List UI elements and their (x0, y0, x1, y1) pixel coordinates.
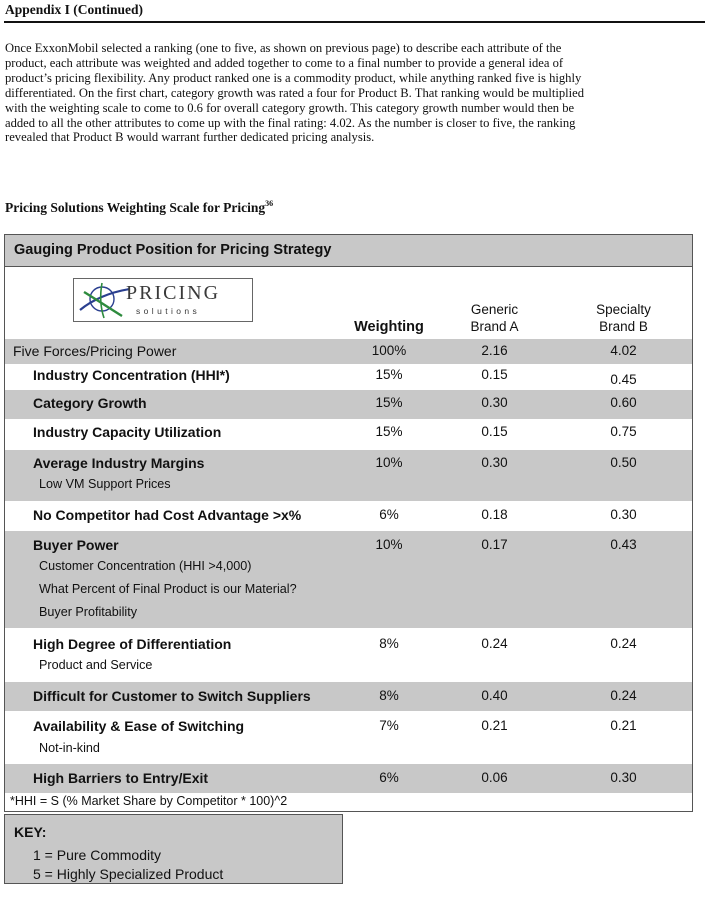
intro-line: product, each attribute was weighted and added together to come to a final number to provide a general idea of (5, 55, 564, 70)
row-label: High Barriers to Entry/Exit (33, 770, 209, 786)
weighting-value: 6% (379, 770, 399, 785)
generic-value: 0.18 (481, 507, 508, 522)
generic-value: 0.30 (481, 395, 508, 410)
specialty-value: 0.60 (610, 395, 637, 410)
row-sublabel: Product and Service (39, 658, 153, 672)
scale-title (5, 199, 273, 216)
heading-rule (4, 21, 705, 23)
specialty-value: 0.50 (610, 455, 637, 470)
generic-value: 0.15 (481, 367, 508, 382)
intro-line: differentiated. On the first chart, category growth was rated a four for Product B. That ranking would be multiplied (5, 85, 585, 100)
intro-line: product’s pricing flexibility. Any product ranked one is a commodity product, while anything ranked five is highly (5, 70, 582, 85)
generic-value: 0.21 (481, 718, 508, 733)
column-header-line: Specialty (596, 302, 651, 317)
row-label: No Competitor had Cost Advantage >x% (33, 507, 302, 523)
table-row (5, 364, 692, 390)
column-header-line: Brand B (599, 319, 648, 334)
weighting-value: 15% (375, 395, 403, 410)
row-label: Five Forces/Pricing Power (13, 343, 177, 359)
weighting-value: 15% (375, 367, 403, 382)
generic-value: 0.06 (481, 770, 508, 785)
intro-line: revealed that Product B would warrant further dedicated pricing analysis. (5, 130, 375, 145)
weighting-value: 100% (371, 343, 407, 358)
specialty-value: 0.24 (610, 688, 637, 703)
generic-value: 0.40 (481, 688, 508, 703)
row-label: Category Growth (33, 395, 147, 411)
table-row (5, 764, 692, 793)
row-label: Buyer Power (33, 537, 119, 553)
key-item: 1 = Pure Commodity (33, 847, 161, 863)
specialty-value: 0.24 (610, 636, 637, 651)
weighting-value: 10% (375, 537, 403, 552)
specialty-value: 0.75 (610, 424, 637, 439)
table-row (5, 419, 692, 450)
table-row-total (5, 339, 692, 364)
column-header-specialty (570, 301, 677, 335)
table-row (5, 711, 692, 764)
specialty-value: 0.21 (610, 718, 637, 733)
scale-title-text: Pricing Solutions Weighting Scale for Pricing (5, 200, 266, 215)
hhi-footnote: *HHI = S (% Market Share by Competitor * 100)^2 (10, 794, 288, 808)
weighting-table (4, 234, 693, 812)
row-sublabel: What Percent of Final Product is our Material? (39, 582, 297, 596)
specialty-value: 0.30 (610, 507, 637, 522)
column-header-weighting: Weighting (354, 319, 424, 335)
generic-value: 2.16 (481, 343, 508, 358)
specialty-value: 0.30 (610, 770, 637, 785)
specialty-value: 4.02 (610, 343, 637, 358)
row-label: Industry Concentration (HHI*) (33, 367, 230, 383)
key-box (4, 814, 343, 884)
generic-value: 0.17 (481, 537, 508, 552)
logo-word-pricing: PRICING (126, 282, 221, 304)
table-title: Gauging Product Position for Pricing Strategy (14, 242, 332, 258)
column-header-generic (447, 301, 542, 335)
table-row (5, 682, 692, 711)
specialty-value: 0.43 (610, 537, 637, 552)
row-label: Industry Capacity Utilization (33, 424, 222, 440)
key-title: KEY: (14, 824, 47, 840)
logo-word-solutions: solutions (136, 306, 201, 316)
table-row (5, 531, 692, 628)
key-item: 5 = Highly Specialized Product (33, 866, 224, 882)
globe-swoosh-icon (76, 280, 132, 320)
column-header-line: Generic (470, 302, 519, 317)
column-header-line: Brand A (470, 319, 519, 334)
weighting-value: 6% (379, 507, 399, 522)
weighting-value: 15% (375, 424, 403, 439)
generic-value: 0.15 (481, 424, 508, 439)
row-label: Difficult for Customer to Switch Suppliers (33, 688, 311, 704)
row-sublabel: Buyer Profitability (39, 605, 137, 619)
row-label: High Degree of Differentiation (33, 636, 232, 652)
table-row (5, 450, 692, 501)
footnote-marker: 36 (265, 199, 274, 208)
weighting-value: 8% (379, 688, 399, 703)
table-row (5, 501, 692, 531)
intro-line: Once ExxonMobil selected a ranking (one to five, as shown on previous page) to describe each attribute of the (5, 41, 562, 55)
row-sublabel: Customer Concentration (HHI >4,000) (39, 559, 252, 573)
pricing-solutions-logo (73, 278, 253, 322)
weighting-value: 7% (379, 718, 399, 733)
table-row (5, 628, 692, 682)
table-row (5, 390, 692, 419)
row-label: Average Industry Margins (33, 455, 205, 471)
appendix-heading: Appendix I (Continued) (5, 2, 144, 17)
intro-line: with the weighting scale to come to 0.6 for overall category growth. This category growth number would then be (5, 100, 575, 115)
intro-line: added to all the other attributes to come up with the final rating: 4.02. As the number is closer to five, the ranking (5, 115, 576, 130)
intro-paragraph (5, 41, 705, 145)
row-sublabel: Low VM Support Prices (39, 477, 171, 491)
generic-value: 0.30 (481, 455, 508, 470)
row-sublabel: Not-in-kind (39, 741, 100, 755)
specialty-value: 0.45 (610, 372, 637, 387)
row-label: Availability & Ease of Switching (33, 718, 245, 734)
table-title-bar (5, 235, 692, 267)
weighting-value: 10% (375, 455, 403, 470)
generic-value: 0.24 (481, 636, 508, 651)
weighting-value: 8% (379, 636, 399, 651)
